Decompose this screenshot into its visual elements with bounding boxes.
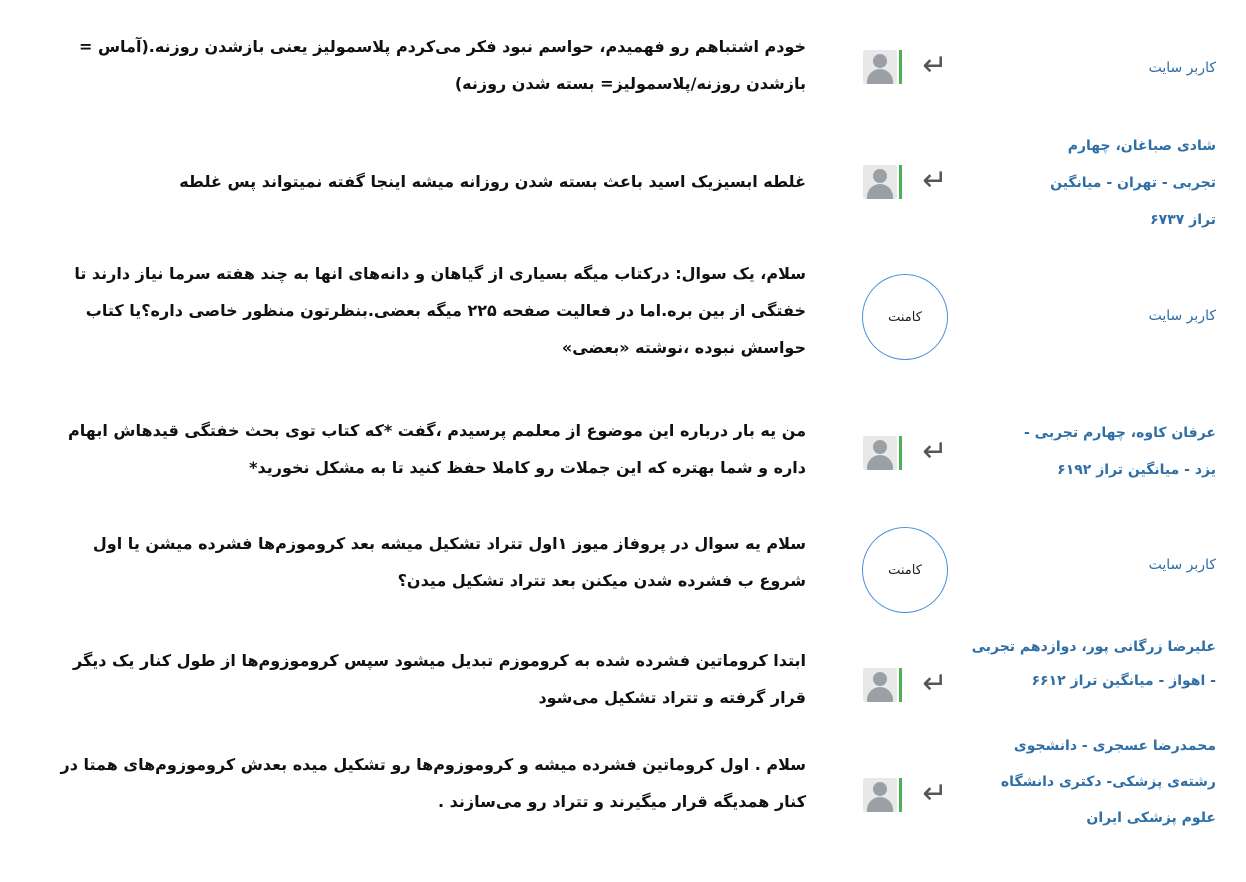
comment-row	[0, 630, 1246, 740]
comment-author[interactable]: کاربر سایت	[1148, 557, 1216, 573]
thread-marker	[899, 778, 902, 812]
comment-author[interactable]: علیرضا زرگانی پور، دوازدهم تجربی - اهواز - میانگین تراز ۶۶۱۲	[971, 639, 1216, 689]
comment-text: غلطه ابسیزیک اسید باعث بسته شدن روزانه میشه اینجا گفته نمیتواند پس غلطه	[179, 172, 806, 191]
user-avatar-icon	[863, 668, 897, 702]
reply-arrow-icon[interactable]: ↵	[922, 163, 948, 198]
comment-text: من یه بار درباره این موضوع از معلمم پرسیدم ،گفت *که کتاب توی بحث خفتگی قیدهاش ابهام داره و شما بهتره که این جملات رو کاملا حفظ کنید تا به مشکل نخورید*	[68, 421, 806, 477]
comment-author[interactable]: محمدرضا عسجری - دانشجوی رشته‌ی پزشکی- دکتری دانشگاه علوم پزشکی ایران	[1000, 738, 1216, 826]
comment-button[interactable]: کامنت	[862, 527, 948, 613]
user-avatar-icon	[863, 436, 897, 470]
user-avatar-icon	[863, 165, 897, 199]
comment-author[interactable]: عرفان کاوه، چهارم تجربی - یزد - میانگین تراز ۶۱۹۲	[1023, 425, 1216, 478]
thread-marker	[899, 436, 902, 470]
comment-text: ابتدا کروماتین فشرده شده به کروموزم تبدیل میشود سپس کروموزوم‌ها از طول کنار یک دیگر قرار گرفته و تتراد تشکیل می‌شود	[72, 651, 806, 707]
comment-text: سلام یه سوال در پروفاز میوز ۱اول تتراد تشکیل میشه بعد کروموزم‌ها فشرده میشن یا اول شروع ب فشرده شدن میکنن بعد تتراد تشکیل میدن؟	[92, 534, 806, 590]
comment-author[interactable]: شادی صباغان، چهارم تجربی - تهران - میانگین تراز ۶۷۳۷	[1050, 138, 1216, 228]
comment-actions	[855, 422, 965, 482]
comment-row	[0, 255, 1246, 385]
comment-text: خودم اشتباهم رو فهمیدم، حواسم نبود فکر می‌کردم پلاسمولیز یعنی بازشدن روزنه.(آماس = بازشدن روزنه/پلاسمولیز= بسته شدن روزنه)	[78, 37, 806, 93]
comment-actions	[855, 654, 965, 714]
comment-button[interactable]: کامنت	[862, 274, 948, 360]
comment-row	[0, 128, 1246, 238]
comment-actions	[855, 764, 965, 824]
comment-row	[0, 525, 1246, 625]
comment-text: سلام، یک سوال: درکتاب میگه بسیاری از گیاهان و دانه‌های انها به چند هفته سرما نیاز دارند تا خفتگی از بین بره.اما در فعالیت صفحه ۲۲۵ میگه بعضی.بنظرتون منظور خاصی داره؟یا کتاب حواسش نبوده ،نوشته «بعضی»	[74, 264, 806, 357]
reply-arrow-icon[interactable]: ↵	[922, 666, 948, 701]
comment-actions	[855, 36, 965, 96]
thread-marker	[899, 50, 902, 84]
comment-row	[0, 28, 1246, 118]
reply-arrow-icon[interactable]: ↵	[922, 776, 948, 811]
comment-actions	[855, 151, 965, 211]
comment-author[interactable]: کاربر سایت	[1148, 308, 1216, 324]
comment-author[interactable]: کاربر سایت	[1148, 60, 1216, 76]
user-avatar-icon	[863, 50, 897, 84]
comment-row	[0, 728, 1246, 878]
reply-arrow-icon[interactable]: ↵	[922, 434, 948, 469]
reply-arrow-icon[interactable]: ↵	[922, 48, 948, 83]
comment-text: سلام . اول کروماتین فشرده میشه و کروموزوم‌ها رو تشکیل میده بعدش کروموزوم‌های همتا در کنار همدیگه قرار میگیرند و تتراد رو می‌سازند .	[60, 755, 806, 811]
thread-marker	[899, 668, 902, 702]
user-avatar-icon	[863, 778, 897, 812]
comment-row	[0, 412, 1246, 502]
thread-marker	[899, 165, 902, 199]
